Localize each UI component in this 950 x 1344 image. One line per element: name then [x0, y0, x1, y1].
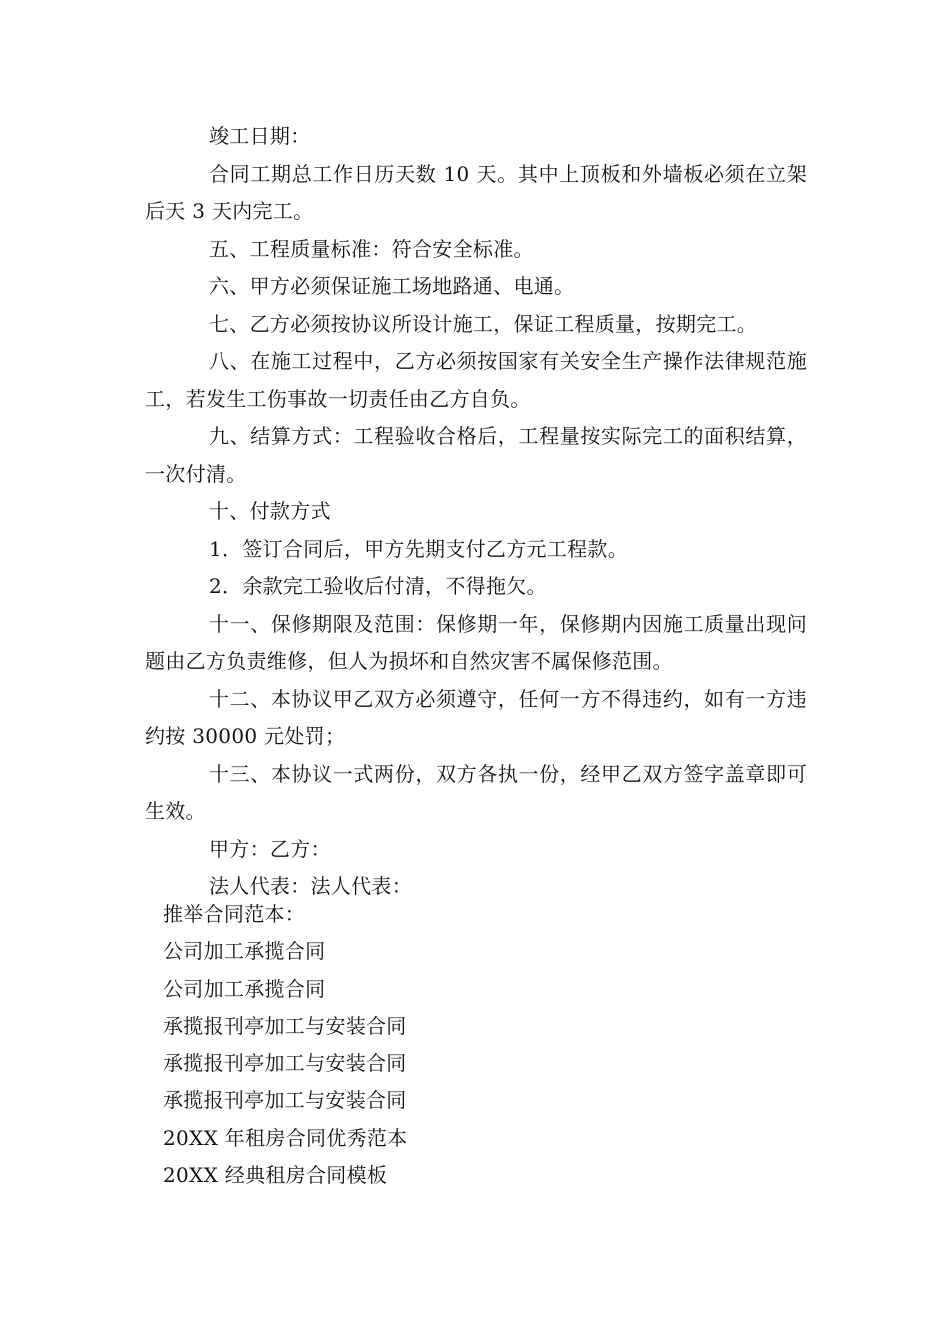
paragraph-payment-heading: 十、付款方式: [209, 499, 331, 523]
recommended-link[interactable]: 承揽报刊亭加工与安装合同: [163, 1088, 407, 1113]
paragraph-warranty: 十一、保修期限及范围：保修期一年，保修期内因施工质量出现问题由乙方负责维修，但人为损坏和自然灾害不属保修范围。: [145, 611, 807, 673]
contract-body: [145, 118, 807, 906]
recommended-link[interactable]: 承揽报刊亭加工与安装合同: [163, 1013, 407, 1038]
paragraph-settlement: 九、结算方式：工程验收合格后，工程量按实际完工的面积结算，一次付清。: [145, 424, 807, 486]
paragraph-copies: 十三、本协议一式两份，双方各执一份，经甲乙双方签字盖章即可生效。: [145, 761, 807, 823]
recommended-link[interactable]: 承揽报刊亭加工与安装合同: [163, 1051, 407, 1076]
paragraph-design-compliance: 七、乙方必须按协议所设计施工，保证工程质量，按期完工。: [209, 311, 758, 336]
paragraph-duration: 合同工期总工作日历天数 10 天。其中上顶板和外墙板必须在立架后天 3 天内完工。: [145, 161, 807, 223]
paragraph-legal-representatives: 法人代表：法人代表：: [209, 874, 412, 898]
recommended-link[interactable]: 公司加工承揽合同: [163, 976, 326, 1001]
paragraph-payment-item-2: 2．余款完工验收后付清，不得拖欠。: [209, 574, 547, 598]
paragraph-parties: 甲方：乙方：: [209, 836, 331, 861]
paragraph-payment-item-1: 1．签订合同后，甲方先期支付乙方元工程款。: [209, 536, 629, 561]
recommended-templates: [163, 896, 803, 1194]
recommended-link[interactable]: 20XX 年租房合同优秀范本: [163, 1125, 408, 1150]
paragraph-quality-standard: 五、工程质量标准：符合安全标准。: [209, 236, 534, 261]
recommended-link[interactable]: 20XX 经典租房合同模板: [163, 1163, 388, 1188]
paragraph-breach: 十二、本协议甲乙双方必须遵守，任何一方不得违约，如有一方违约按 30000 元处罚；: [145, 686, 807, 748]
recommended-link[interactable]: 公司加工承揽合同: [163, 939, 326, 964]
paragraph-completion-date: 竣工日期：: [209, 124, 311, 148]
recommended-title: 推举合同范本：: [163, 902, 306, 926]
paragraph-safety: 八、在施工过程中，乙方必须按国家有关安全生产操作法律规范施工，若发生工伤事故一切责任由乙方自负。: [145, 349, 807, 411]
paragraph-site-utilities: 六、甲方必须保证施工场地路通、电通。: [209, 274, 575, 298]
